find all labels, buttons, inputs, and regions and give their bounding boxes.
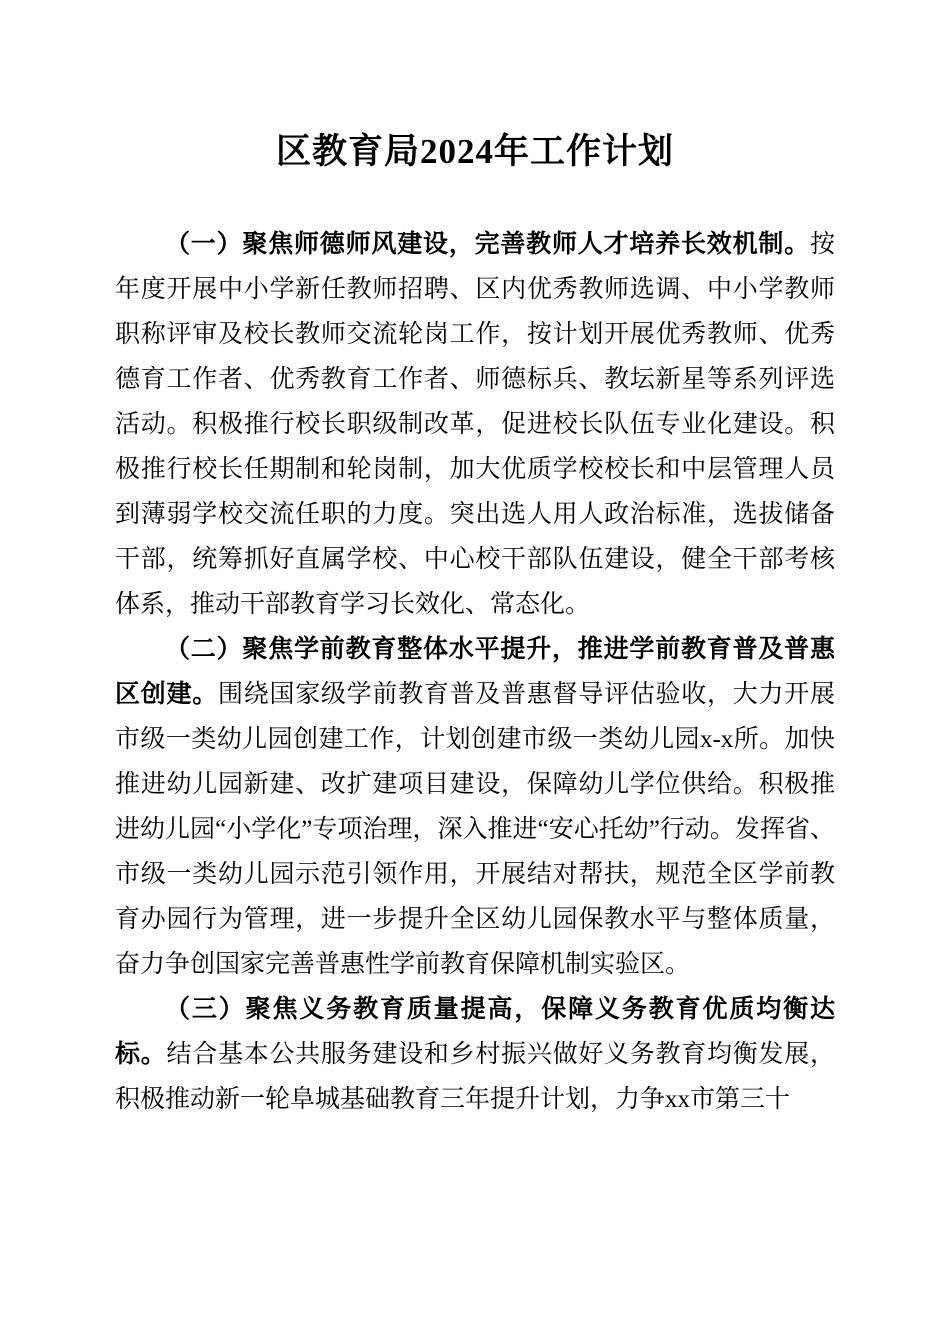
paragraph-heading: （三）聚焦义务教育质量提高，保障义务教育优质均衡达标。 bbox=[115, 995, 835, 1068]
paragraph-body: 围绕国家级学前教育普及普惠督导评估验收，大力开展市级一类幼儿园创建工作，计划创建市级一类幼儿园x-x所。加快推进幼儿园新建、改扩建项目建设，保障幼儿学位供给。积极推进幼儿园“小学化”专项治理，深入推进“安心托幼”行动。发挥省、市级一类幼儿园示范引领作用，开展结对帮扶，规范全区学前教育办园行为管理，进一步提升全区幼儿园保教水平与整体质量，奋力争创国家完善普惠性学前教育保障机制实验区。 bbox=[115, 680, 835, 978]
paragraph-heading: （一）聚焦师德师风建设，完善教师人才培养长效机制。 bbox=[165, 230, 810, 258]
paragraph-body: 结合基本公共服务建设和乡村振兴做好义务教育均衡发展，积极推动新一轮阜城基础教育三年提升计划，力争xx市第三十 bbox=[115, 1040, 835, 1113]
paragraph bbox=[115, 987, 835, 1122]
paragraph-body: 按年度开展中小学新任教师招聘、区内优秀教师选调、中小学教师职称评审及校长教师交流轮岗工作，按计划开展优秀教师、优秀德育工作者、优秀教育工作者、师德标兵、教坛新星等系列评选活动。积极推行校长职级制改革，促进校长队伍专业化建设。积极推行校长任期制和轮岗制，加大优质学校校长和中层管理人员到薄弱学校交流任职的力度。突出选人用人政治标准，选拔储备干部，统筹抓好直属学校、中心校干部队伍建设，健全干部考核体系，推动干部教育学习长效化、常态化。 bbox=[115, 230, 835, 618]
paragraph bbox=[115, 627, 835, 987]
document-title: 区教育局2024年工作计划 bbox=[275, 132, 674, 171]
paragraph-heading: （二）聚焦学前教育整体水平提升，推进学前教育普及普惠区创建。 bbox=[115, 635, 835, 708]
paragraph bbox=[115, 222, 835, 627]
